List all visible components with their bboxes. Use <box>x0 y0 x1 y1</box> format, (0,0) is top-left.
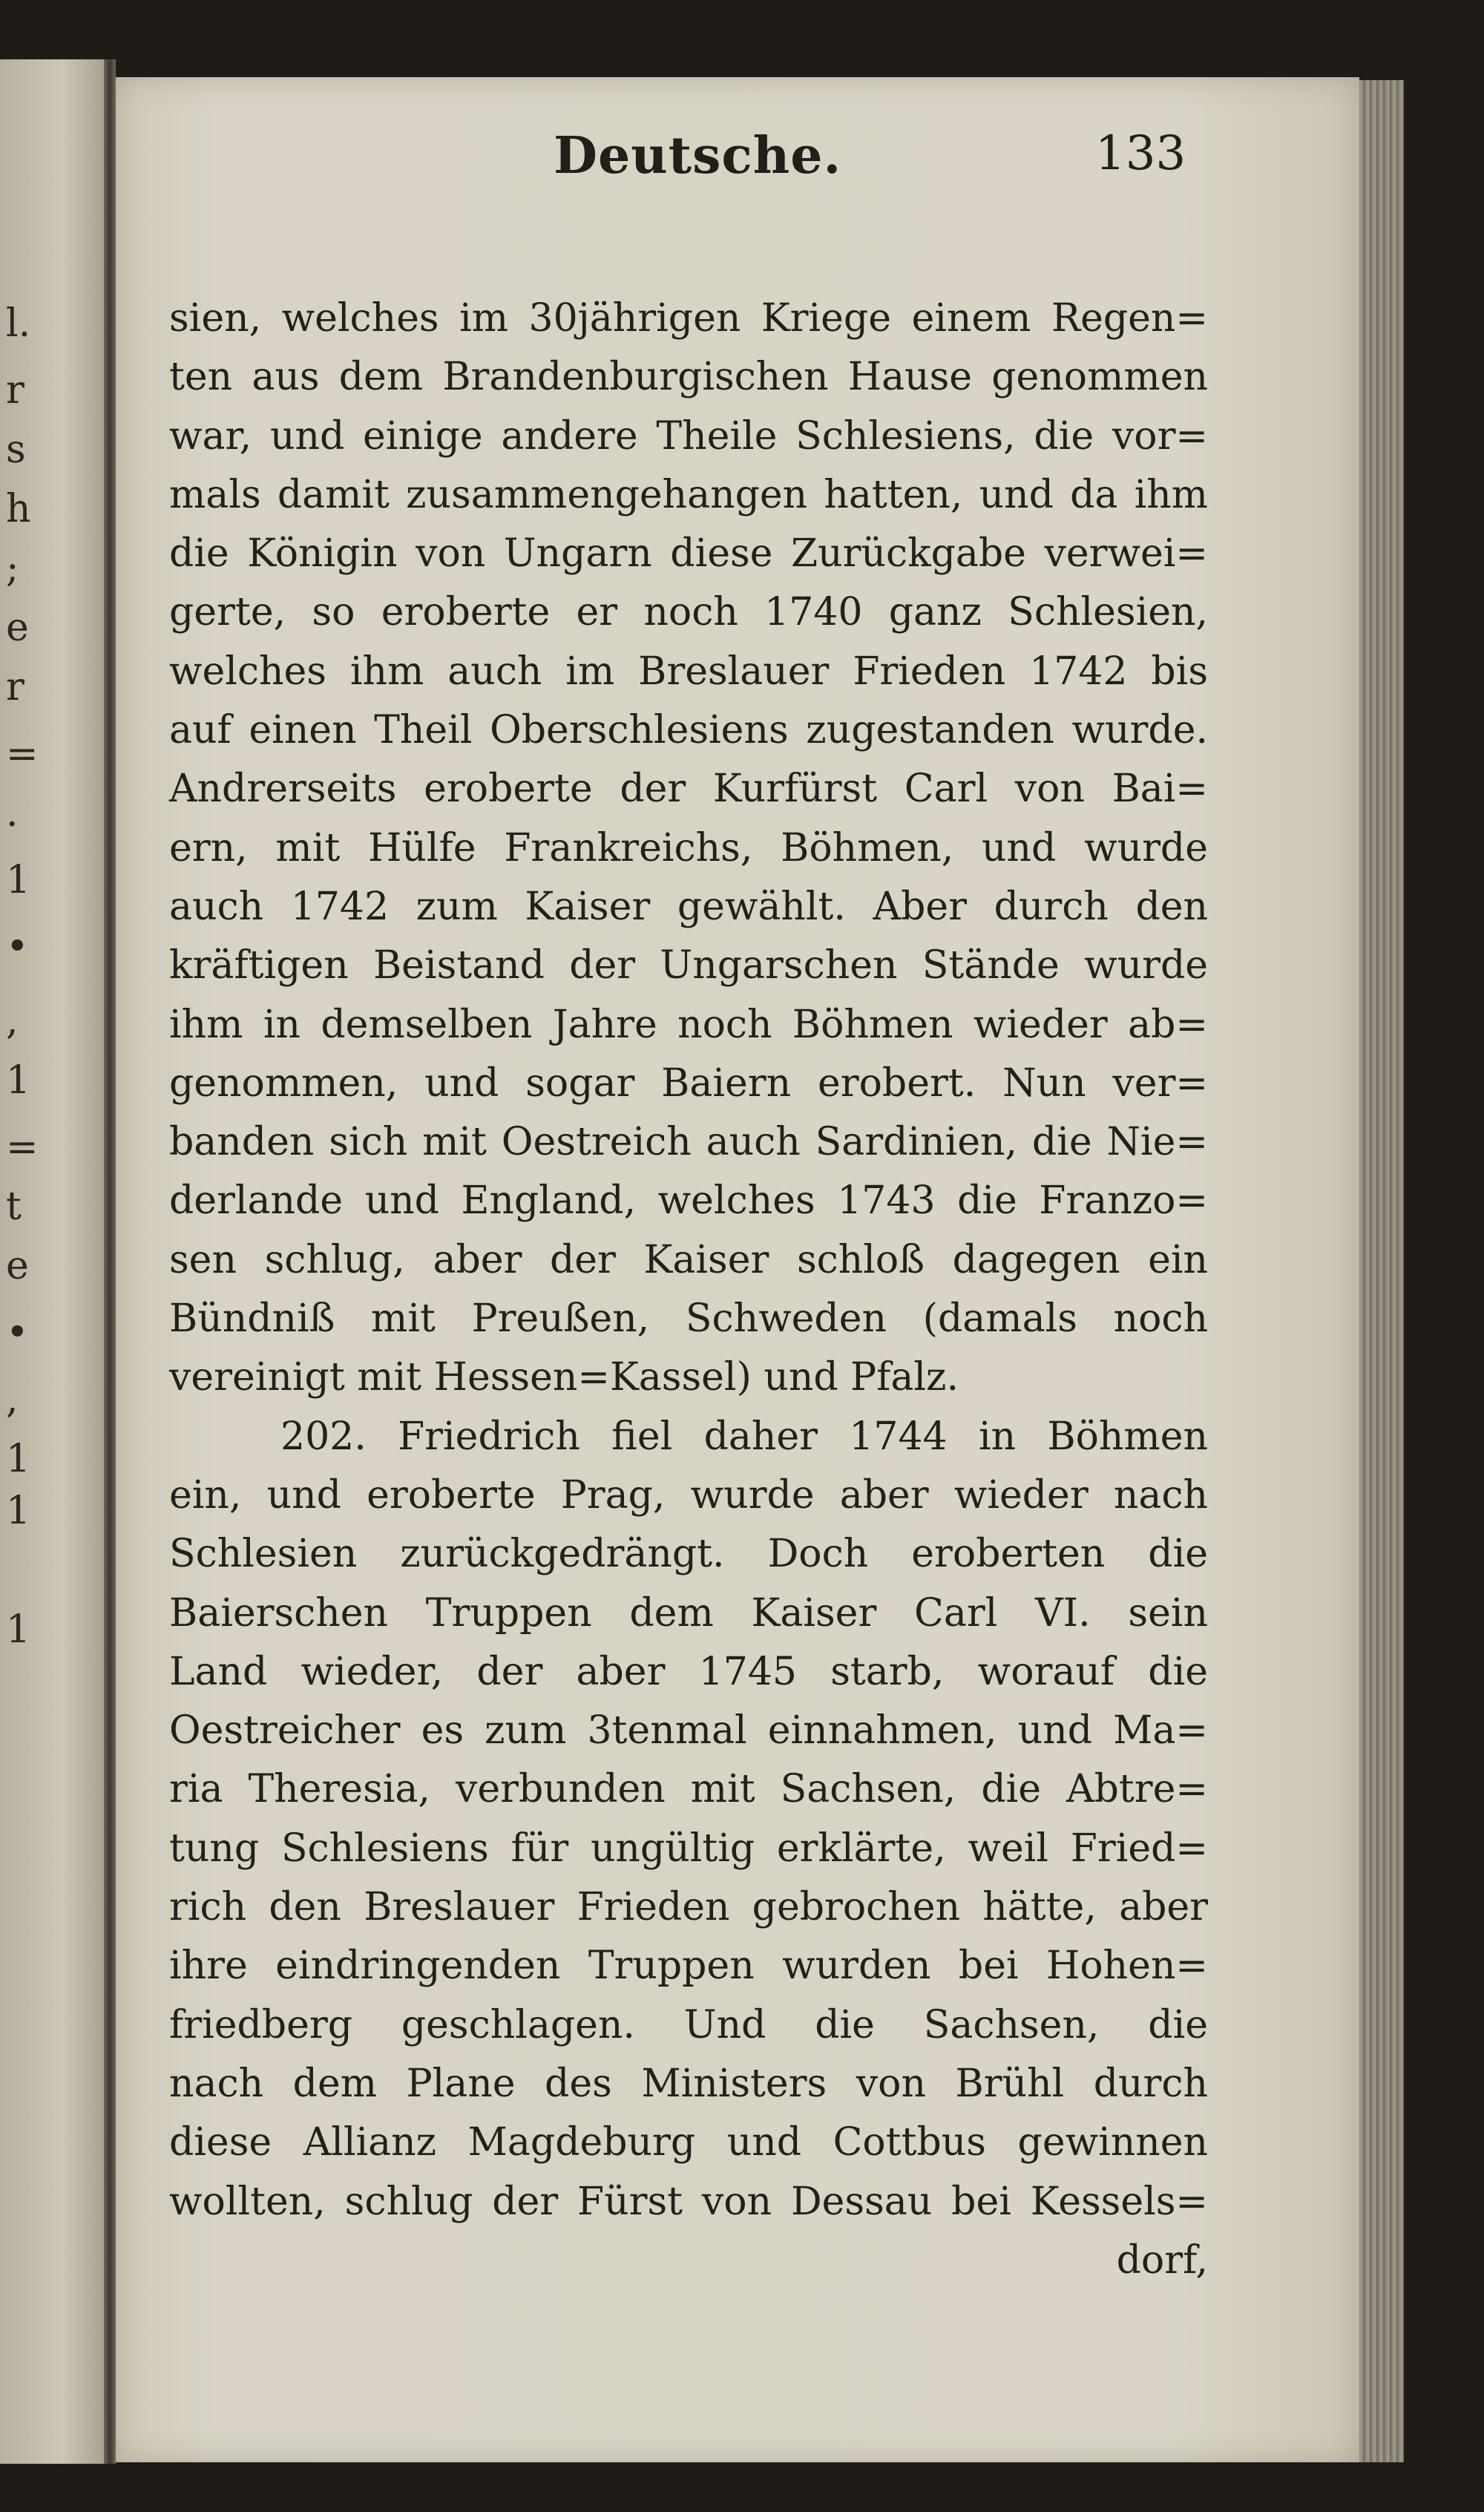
catchword: dorf, <box>1116 2237 1208 2283</box>
text-line: sen schlug, aber der Kaiser schloß dagegen ein <box>169 1237 1208 1282</box>
text-line: ein, und eroberte Prag, wurde aber wieder nach <box>169 1472 1208 1518</box>
left-page-fragment: r <box>6 368 24 413</box>
text-line: Baierschen Truppen dem Kaiser Carl VI. sein <box>169 1590 1208 1636</box>
left-page-fragment: e <box>6 1244 29 1288</box>
left-page-fragment: 1 <box>6 858 31 902</box>
left-page-fragment: s <box>6 427 26 472</box>
left-page-fragment: . <box>6 791 19 836</box>
text-line: wollten, schlug der Fürst von Dessau bei Kessels= <box>169 2179 1208 2224</box>
text-line: friedberg geschlagen. Und die Sachsen, die <box>169 2002 1208 2047</box>
left-page-fragment: 1 <box>6 1489 31 1533</box>
text-line: tung Schlesiens für ungültig erklärte, weil Fried= <box>169 1826 1208 1871</box>
left-page-fragment: • <box>6 1311 29 1355</box>
text-line: derlande und England, welches 1743 die Franzo= <box>169 1178 1208 1224</box>
text-line: genommen, und sogar Baiern erobert. Nun ver= <box>169 1060 1208 1106</box>
text-line: vereinigt mit Hessen=Kassel) und Pfalz. <box>169 1355 959 1400</box>
left-page-fragment: 1 <box>6 1058 31 1103</box>
left-page-fragment: l. <box>6 301 31 346</box>
text-line: nach dem Plane des Ministers von Brühl durch <box>169 2061 1208 2106</box>
left-page-fragment: = <box>6 1125 39 1170</box>
text-line: Land wieder, der aber 1745 starb, worauf die <box>169 1649 1208 1694</box>
paragraph-start-line: 202. Friedrich fiel daher 1744 in Böhmen <box>280 1414 1208 1459</box>
text-line: Bündniß mit Preußen, Schweden (damals noch <box>169 1296 1208 1342</box>
text-line: ihm in demselben Jahre noch Böhmen wieder ab= <box>169 1002 1208 1047</box>
page-header <box>116 126 1359 200</box>
left-page-fragment: • <box>6 925 29 969</box>
text-line: Oestreicher es zum 3tenmal einnahmen, und Ma= <box>169 1708 1208 1754</box>
text-line: ihre eindringenden Truppen wurden bei Hohen= <box>169 1944 1208 1989</box>
body-text <box>169 289 1208 2290</box>
text-line: die Königin von Ungarn diese Zurückgabe verwei= <box>169 531 1208 577</box>
left-page-fragment: e <box>6 606 29 650</box>
left-page-fragment: h <box>6 487 31 531</box>
text-line: Andrerseits eroberte der Kurfürst Carl von Bai= <box>169 767 1208 812</box>
left-page-fragment: r <box>6 665 24 709</box>
left-page-fragment: , <box>6 1377 19 1422</box>
text-line: gerte, so eroberte er noch 1740 ganz Schlesien, <box>169 590 1208 635</box>
running-head: Deutsche. <box>554 126 842 186</box>
left-page-fragment: 1 <box>6 1437 31 1481</box>
text-line: auf einen Theil Oberschlesiens zugestanden wurde. <box>169 708 1208 753</box>
text-line: kräftigen Beistand der Ungarschen Stände wurde <box>169 943 1208 988</box>
text-line: mals damit zusammengehangen hatten, und da ihm <box>169 472 1208 517</box>
page-number: 133 <box>1095 126 1186 181</box>
page-edges <box>1359 80 1404 2462</box>
text-line: Schlesien zurückgedrängt. Doch eroberten die <box>169 1532 1208 1577</box>
left-page-fragment: , <box>6 999 19 1043</box>
text-line: ten aus dem Brandenburgischen Hause genommen <box>169 355 1208 400</box>
text-line: rich den Breslauer Frieden gebrochen hätte, aber <box>169 1885 1208 1930</box>
left-page-fragment: 1 <box>6 1607 31 1652</box>
left-page-fragment: = <box>6 732 39 776</box>
text-line: ern, mit Hülfe Frankreichs, Böhmen, und wurde <box>169 825 1208 870</box>
text-line: sien, welches im 30jährigen Kriege einem Regen= <box>169 296 1208 341</box>
text-line: war, und einige andere Theile Schlesiens, die vor= <box>169 413 1208 459</box>
text-line: banden sich mit Oestreich auch Sardinien, die Nie= <box>169 1120 1208 1165</box>
text-line: diese Allianz Magdeburg und Cottbus gewinnen <box>169 2120 1208 2165</box>
text-line: auch 1742 zum Kaiser gewählt. Aber durch den <box>169 884 1208 929</box>
left-page-edge <box>0 59 104 2464</box>
book-gutter <box>104 59 116 2464</box>
text-line: ria Theresia, verbunden mit Sachsen, die Abtre= <box>169 1767 1208 1812</box>
text-line: welches ihm auch im Breslauer Frieden 1742 bis <box>169 649 1208 694</box>
left-page-fragment: t <box>6 1184 22 1229</box>
left-page-fragment: ; <box>6 546 19 591</box>
